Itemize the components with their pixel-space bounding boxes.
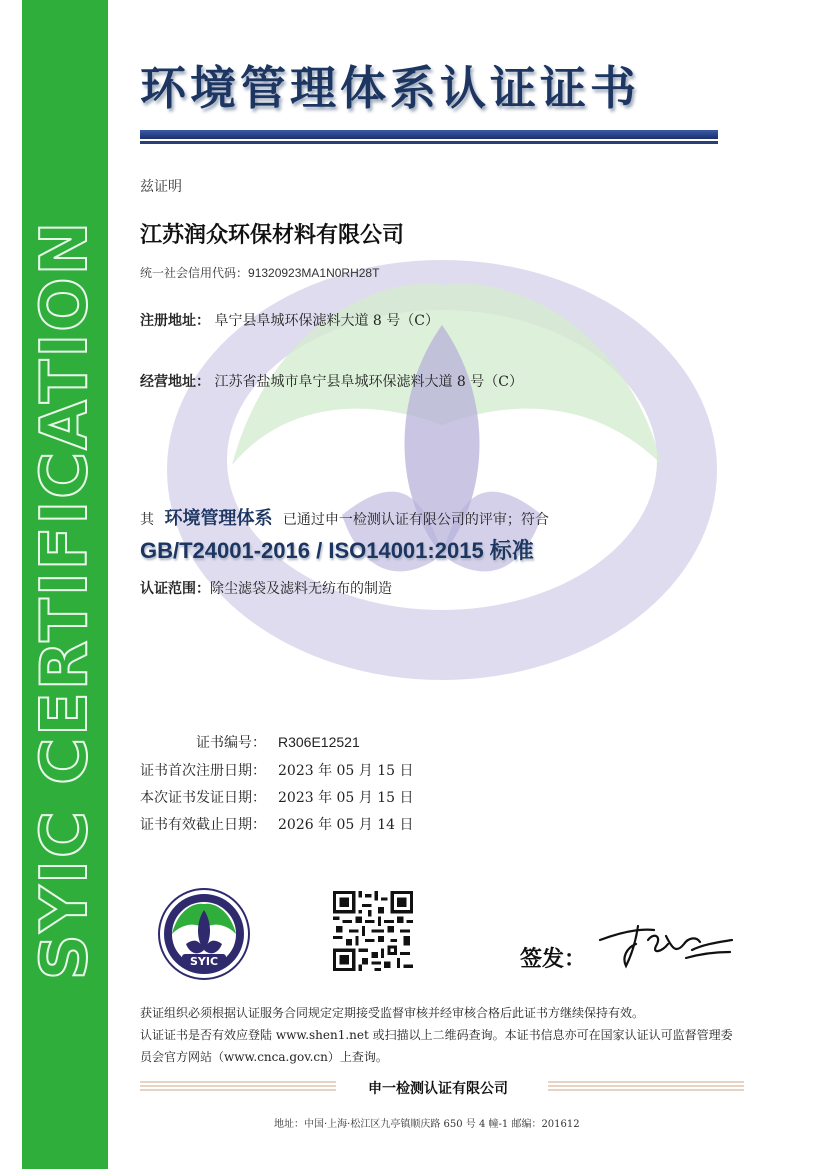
business-address-value: 江苏省盐城市阜宁县阜城环保滤料大道 8 号（C） [214,374,523,390]
hereby-text: 兹证明 [140,179,182,195]
sidebar-vertical-text: SYIC CERTIFICATION [28,219,102,981]
expiry-date-value: 2026 年 05 月 14 日 [278,817,414,833]
cert-number-label: 证书编号： [196,735,266,751]
footnote-line-2: 认证证书是否有效应登陆 www.shen1.net 或扫描以上二维码查询。本证书信息亦可在国家认证认可监督管理委 [140,1028,733,1042]
footnote-line-1: 获证组织必须根据认证服务合同规定定期接受监督审核并经审核合格后此证书方继续保持有效。 [140,1006,645,1020]
expiry-date-label: 证书有效截止日期： [140,817,266,833]
registered-address [140,310,439,330]
issue-date-value: 2023 年 05 月 15 日 [278,790,414,806]
statement-suffix: 已通过申一检测认证有限公司的评审；符合 [282,512,549,528]
first-registration-row [124,760,414,780]
issuing-organization: 申一检测认证有限公司 [368,1081,508,1097]
certification-scope [140,578,392,598]
certificate-title: 环境管理体系认证证书 [140,61,640,115]
conformity-statement [140,504,549,530]
registered-address-value: 阜宁县阜城环保滤料大道 8 号（C） [214,313,439,329]
qr-code[interactable] [333,891,413,971]
business-address-label: 经营地址： [140,374,210,390]
standard-text: GB/T24001-2016 / ISO14001:2015 标准 [140,538,534,563]
org-stripe-right [548,1081,744,1093]
statement-system: 环境管理体系 [164,508,273,529]
logo-text: SYIC [189,955,219,968]
company-name: 江苏润众环保材料有限公司 [140,222,405,248]
issued-by-label: 签发： [520,947,587,972]
scope-label: 认证范围： [140,581,210,597]
first-registration-value: 2023 年 05 月 15 日 [278,763,414,779]
footnote-line-3: 员会官方网站（www.cnca.gov.cn）上查询。 [140,1050,388,1064]
scope-value: 除尘滤袋及滤料无纺布的制造 [210,581,392,597]
syic-logo [158,888,250,980]
credit-code [140,264,379,281]
cert-number-row [124,732,360,752]
statement-prefix: 其 [140,512,154,528]
org-stripe-left [140,1081,336,1093]
registered-address-label: 注册地址： [140,313,210,329]
credit-code-value: 91320923MA1N0RH28T [248,266,380,280]
issue-date-label: 本次证书发证日期： [140,790,266,806]
credit-code-label: 统一社会信用代码： [140,266,249,280]
cert-number-value: R306E12521 [278,734,360,750]
business-address [140,371,523,391]
issue-date-row [124,787,414,807]
first-registration-label: 证书首次注册日期： [140,763,266,779]
expiry-date-row [124,814,414,834]
title-divider [140,130,718,146]
org-address: 地址：中国·上海·松江区九亭镇顺庆路 650 号 4 幢-1 邮编：201612 [274,1119,580,1130]
signature [596,914,736,974]
